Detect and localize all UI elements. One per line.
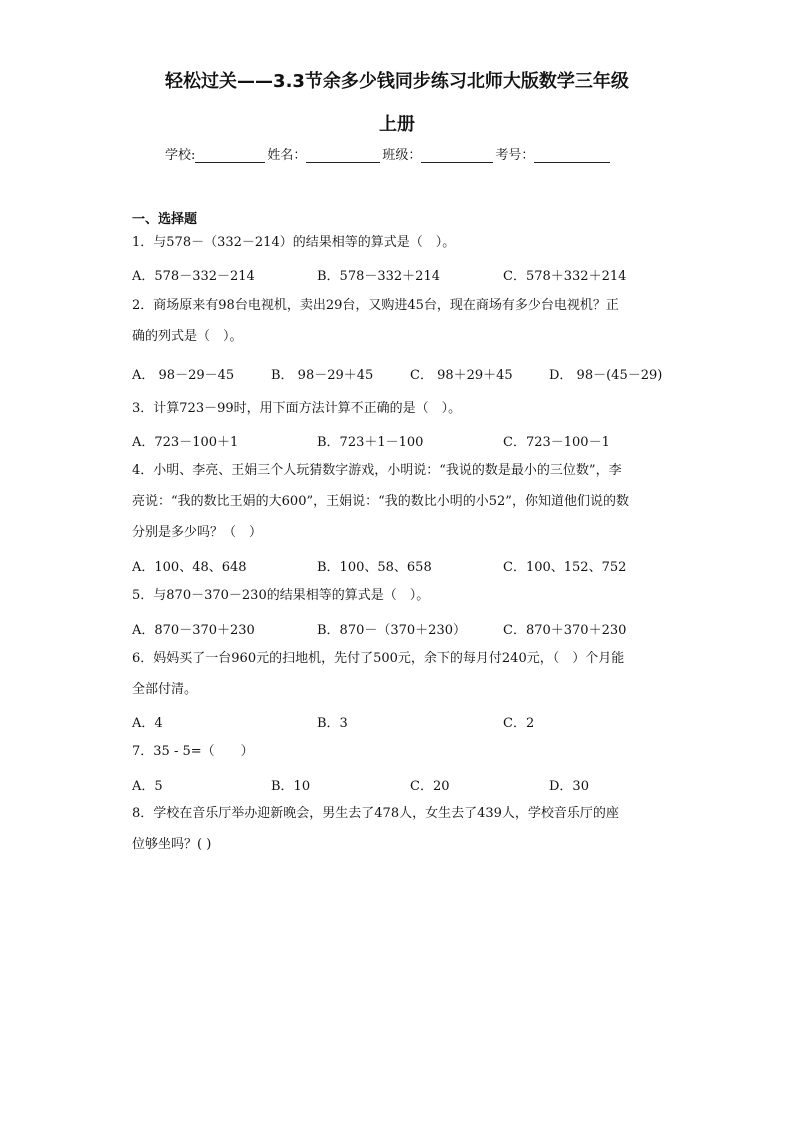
option-a[interactable]: A．723－100＋1 <box>132 435 239 450</box>
question-text: 确的列式是（ ）。 <box>132 329 243 344</box>
number-field[interactable] <box>534 148 610 163</box>
option-b[interactable]: B．10 <box>271 779 311 794</box>
question-text: 1．与578－（332－214）的结果相等的算式是（ ）。 <box>132 235 456 250</box>
question-text: 3．计算723－99时，用下面方法计算不正确的是（ ）。 <box>132 401 462 416</box>
question-6 <box>132 643 672 705</box>
page-title: 轻松过关——3.3节余多少钱同步练习北师大版数学三年级 <box>165 71 629 92</box>
option-b[interactable]: B．578－332＋214 <box>317 269 440 284</box>
question-6-options <box>132 712 692 732</box>
option-c[interactable]: C．2 <box>503 716 535 731</box>
question-text: 8．学校在音乐厅举办迎新晚会，男生去了478人，女生去了439人，学校音乐厅的座 <box>132 806 619 821</box>
page-title-continued: 上册 <box>379 114 415 135</box>
number-label: 考号： <box>495 148 535 163</box>
school-label: 学校: <box>165 148 196 163</box>
question-text: 分别是多少吗？（ ） <box>132 525 263 540</box>
option-c[interactable]: C． 98＋29＋45 <box>410 368 513 383</box>
option-a[interactable]: A． 98－29－45 <box>132 368 235 383</box>
option-b[interactable]: B．723＋1－100 <box>317 435 424 450</box>
class-field[interactable] <box>421 148 493 163</box>
question-text: 2．商场原来有98台电视机，卖出29台，又购进45台，现在商场有多少台电视机？正 <box>132 298 619 313</box>
student-info-line <box>165 144 612 163</box>
question-text: 7．35 - 5=（ ） <box>132 744 254 759</box>
option-b[interactable]: B．870－（370＋230） <box>317 623 466 638</box>
question-7 <box>132 736 672 767</box>
question-8 <box>132 798 672 860</box>
option-c[interactable]: C．578＋332＋214 <box>503 269 627 284</box>
question-text: 亮说：“我的数比王娟的大600”，王娟说：“我的数比小明的小52”，你知道他们说的数 <box>132 494 629 509</box>
option-c[interactable]: C．723－100－1 <box>503 435 610 450</box>
option-a[interactable]: A．578－332－214 <box>132 269 255 284</box>
question-2 <box>132 290 672 352</box>
question-1-options <box>132 265 692 285</box>
option-a[interactable]: A．4 <box>132 716 163 731</box>
question-text: 全部付清。 <box>132 682 198 697</box>
option-d[interactable]: D．30 <box>549 779 589 794</box>
question-3 <box>132 393 672 424</box>
option-c[interactable]: C．100、152、752 <box>503 560 627 575</box>
question-5 <box>132 580 672 611</box>
question-text: 6．妈妈买了一台960元的扫地机，先付了500元，余下的每月付240元，（ ）个月能 <box>132 651 625 666</box>
question-3-options <box>132 431 692 451</box>
option-a[interactable]: A．5 <box>132 779 163 794</box>
section-heading: 一、选择题 <box>132 212 198 227</box>
name-label: 姓名： <box>267 148 307 163</box>
option-a[interactable]: A．870－370＋230 <box>132 623 255 638</box>
option-d[interactable]: D． 98－(45－29) <box>549 368 663 383</box>
option-c[interactable]: C．20 <box>410 779 450 794</box>
option-a[interactable]: A．100、48、648 <box>132 560 247 575</box>
question-text: 位够坐吗？( ) <box>132 837 212 852</box>
option-b[interactable]: B． 98－29＋45 <box>271 368 374 383</box>
school-field[interactable] <box>195 148 265 163</box>
question-7-options <box>132 775 692 795</box>
question-5-options <box>132 619 692 639</box>
question-text: 4．小明、李亮、王娟三个人玩猜数字游戏，小明说：“我说的数是最小的三位数”，李 <box>132 463 622 478</box>
question-4-options <box>132 556 692 576</box>
name-field[interactable] <box>306 148 380 163</box>
class-label: 班级： <box>382 148 422 163</box>
option-b[interactable]: B．100、58、658 <box>317 560 432 575</box>
question-2-options <box>132 364 692 384</box>
option-c[interactable]: C．870＋370＋230 <box>503 623 627 638</box>
question-4 <box>132 455 672 548</box>
question-1 <box>132 227 672 258</box>
option-b[interactable]: B．3 <box>317 716 348 731</box>
question-text: 5．与870－370－230的结果相等的算式是（ ）。 <box>132 588 430 603</box>
